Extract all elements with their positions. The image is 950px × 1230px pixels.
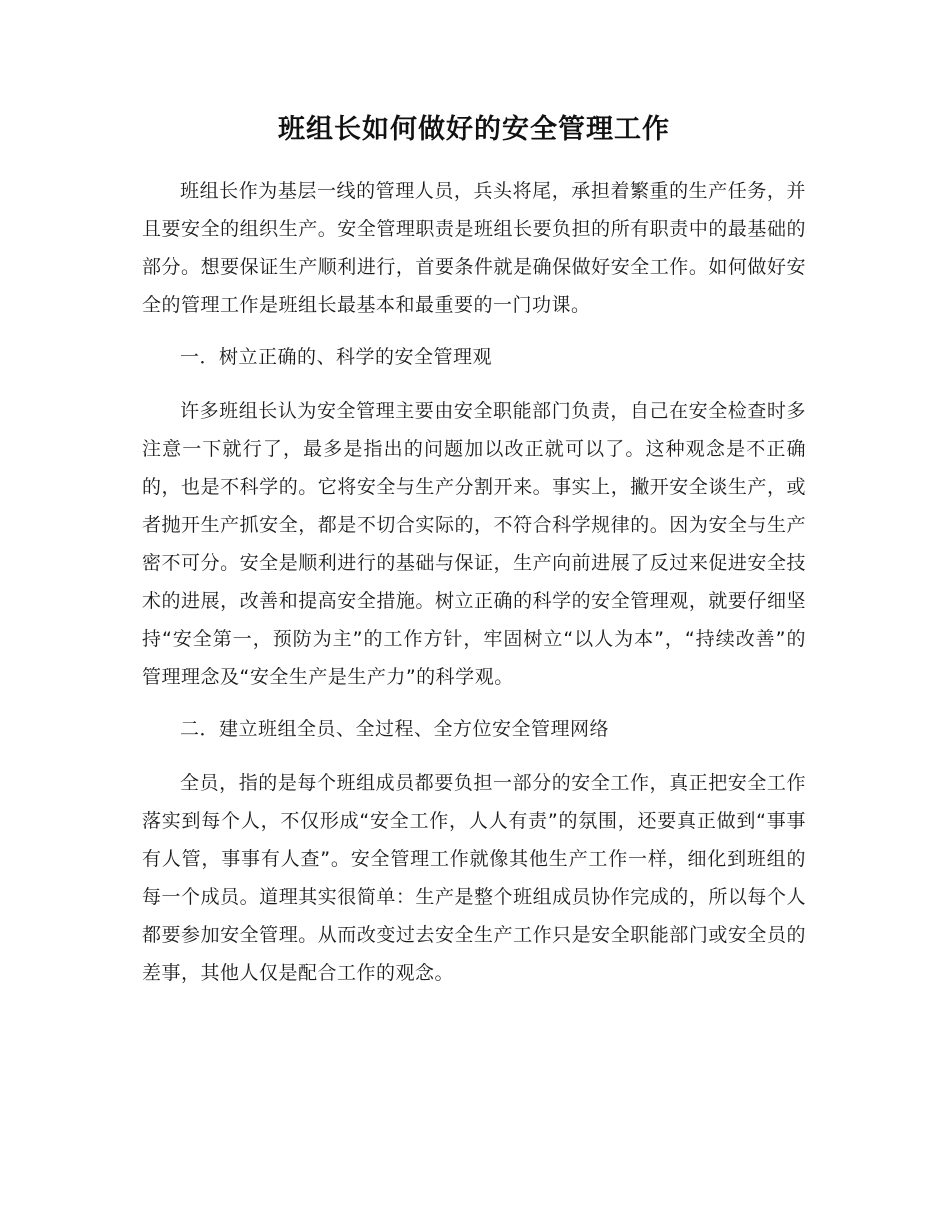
spacer bbox=[142, 324, 806, 338]
document-page bbox=[142, 108, 806, 992]
section-heading-2: 二．建立班组全员、全过程、全方位安全管理网络 bbox=[180, 718, 610, 740]
spacer bbox=[142, 376, 806, 392]
spacer bbox=[142, 748, 806, 764]
section-body-1: 许多班组长认为安全管理主要由安全职能部门负责，自己在安全检查时多注意一下就行了，最多是指出的问题加以改正就可以了。这种观念是不正确的，也是不科学的。它将安全与生产分割开来。事实上，撇开安全谈生产，或者抛开生产抓安全，都是不切合实际的，不符合科学规律的。因为安全与生产密不可分。安全是顺利进行的基础与保证，生产向前进展了反过来促进安全技术的进展，改善和提高安全措施。树立正确的科学的安全管理观，就要仔细坚持“安全第一，预防为主”的工作方针，牢固树立“以人为本”，“持续改善”的管理理念及“安全生产是生产力”的科学观。 bbox=[142, 400, 806, 688]
spacer bbox=[142, 696, 806, 710]
section-heading-1: 一．树立正确的、科学的安全管理观 bbox=[180, 346, 493, 368]
section-body-2: 全员，指的是每个班组成员都要负担一部分的安全工作，真正把安全工作落实到每个人，不仅形成“安全工作，人人有责”的氛围，还要真正做到“事事有人管，事事有人查”。安全管理工作就像其他生产工作一样，细化到班组的每一个成员。道理其实很简单：生产是整个班组成员协作完成的，所以每个人都要参加安全管理。从而改变过去安全生产工作只是安全职能部门或安全员的差事，其他人仅是配合工作的观念。 bbox=[142, 772, 806, 984]
intro-paragraph: 班组长作为基层一线的管理人员，兵头将尾，承担着繁重的生产任务，并且要安全的组织生产。安全管理职责是班组长要负担的所有职责中的最基础的部分。想要保证生产顺利进行，首要条件就是确保做好安全工作。如何做好安全的管理工作是班组长最基本和最重要的一门功课。 bbox=[142, 180, 806, 316]
document-title: 班组长如何做好的安全管理工作 bbox=[278, 114, 670, 145]
